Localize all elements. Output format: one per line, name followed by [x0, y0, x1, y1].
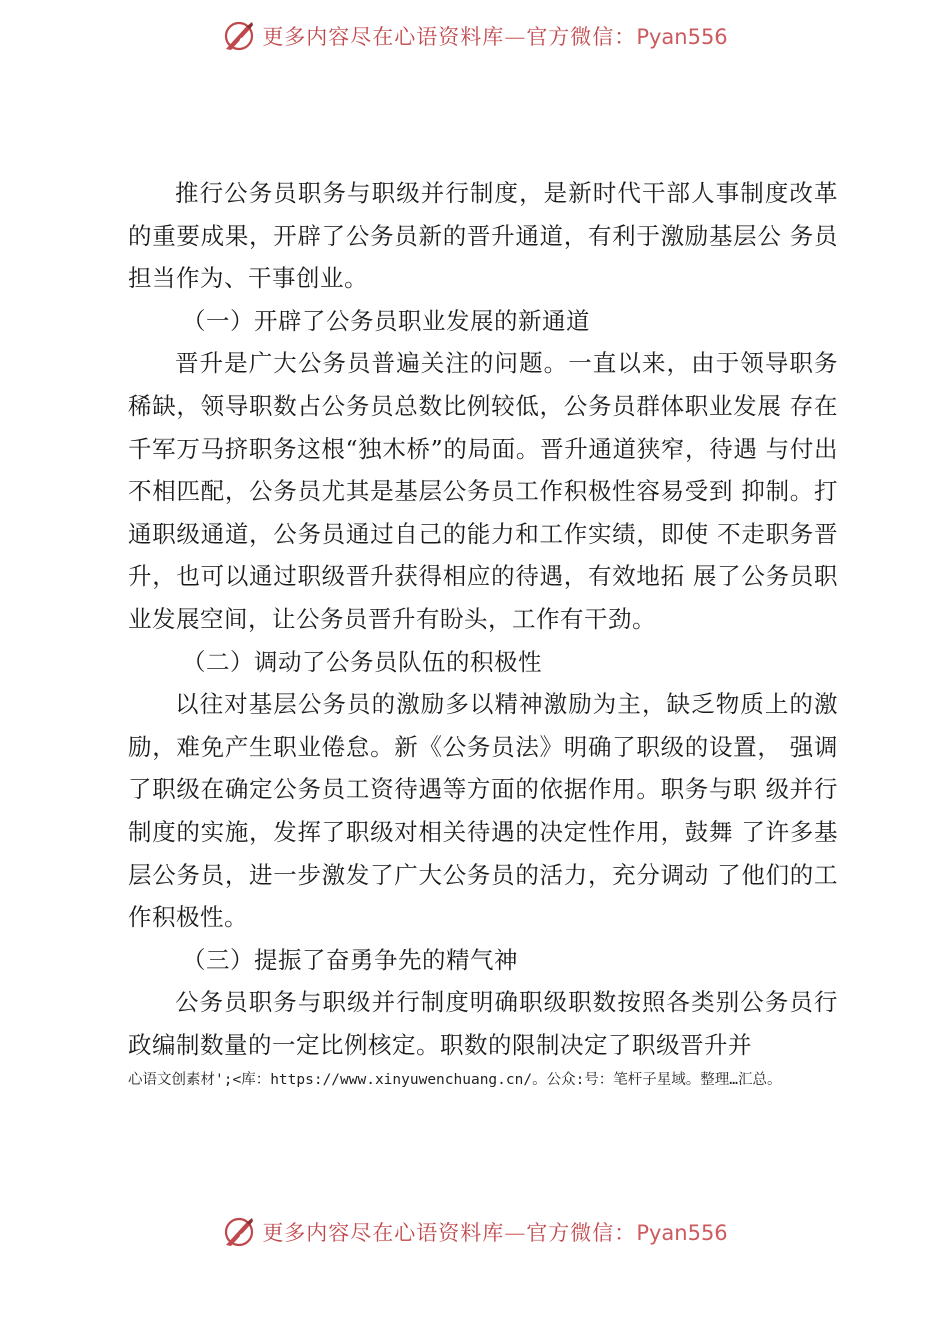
pen-circle-logo-icon — [222, 19, 256, 53]
section-heading: （三）提振了奋勇争先的精气神 — [182, 945, 518, 974]
header-banner-text: 更多内容尽在心语资料库—官方微信：Pyan556 — [262, 25, 728, 49]
paragraph: 晋升是广大公务员普遍关注的问题。一直以来，由于领导职务稀缺，领导职数占公务员总数比例较低，公务员群体职业发展 存在千军万马挤职务这根“独木桥”的局面。晋升通道狭窄，待遇 与付出不相匹配，公务员尤其是基层公务员工作积极性容易受到 抑制。打通职级通道，公务员通过自己的能力和工作实绩，即使 不走职务晋升，也可以通过职级晋升获得相应的待遇，有效地拓 展了公务员职业发展空间，让公务员晋升有盼头，工作有干劲。 — [128, 349, 838, 633]
paragraph: 推行公务员职务与职级并行制度，是新时代干部人事制度改革的重要成果，开辟了公务员新的晋升通道，有利于激励基层公 务员担当作为、干事创业。 — [128, 179, 838, 293]
header-banner — [0, 16, 950, 56]
pen-circle-logo-icon — [222, 1215, 256, 1249]
section-heading: （一）开辟了公务员职业发展的新通道 — [182, 306, 590, 335]
footer-banner-text: 更多内容尽在心语资料库—官方微信：Pyan556 — [262, 1221, 728, 1245]
document-body — [128, 172, 838, 1066]
source-footnote: 心语文创素材';<库：https://www.xinyuwenchuang.cn/。公众:号：笔杆子星域。整理…汇总。 — [128, 1072, 782, 1088]
footer-banner — [0, 1212, 950, 1252]
section-heading: （二）调动了公务员队伍的积极性 — [182, 647, 542, 676]
paragraph: 以往对基层公务员的激励多以精神激励为主，缺乏物质上的激励，难免产生职业倦怠。新《公务员法》明确了职级的设置， 强调了职级在确定公务员工资待遇等方面的依据作用。职务与职 级并行制度的实施，发挥了职级对相关待遇的决定性作用，鼓舞 了许多基层公务员，进一步激发了广大公务员的活力，充分调动 了他们的工作积极性。 — [128, 690, 838, 932]
paragraph: 公务员职务与职级并行制度明确职级职数按照各类别公务员行政编制数量的一定比例核定。职数的限制决定了职级晋升并 — [128, 988, 838, 1059]
